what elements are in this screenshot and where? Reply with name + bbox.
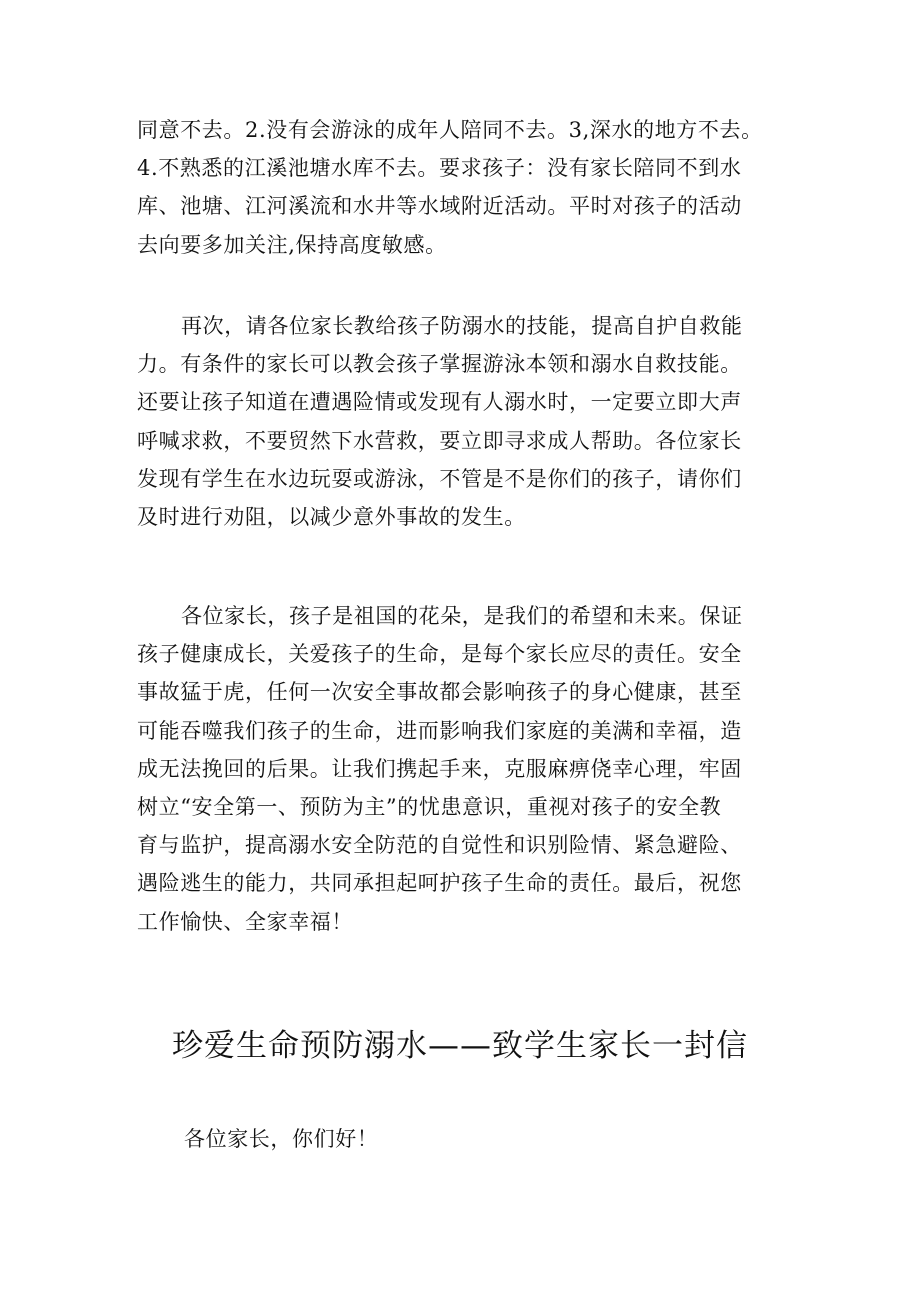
paragraph-line: 事故猛于虎，任何一次安全事故都会影响孩子的身心健康，甚至 bbox=[137, 680, 742, 705]
paragraph-line: 同意不去。2.没有会游泳的成年人陪同不去。3,深水的地方不去。 bbox=[137, 118, 763, 142]
paragraph-line: 力。有条件的家长可以教会孩子掌握游泳本领和溺水自救技能。 bbox=[137, 352, 742, 377]
paragraph-line: 库、池塘、江河溪流和水井等水域附近活动。平时对孩子的活动 bbox=[137, 194, 742, 219]
paragraph-line: 还要让孩子知道在遭遇险情或发现有人溺水时，一定要立即大声 bbox=[137, 390, 742, 415]
paragraph-line: 再次，请各位家长教给孩子防溺水的技能，提高自护自救能 bbox=[181, 314, 743, 338]
paragraph-line: 树立“安全第一、预防为主”的忧患意识，重视对孩子的安全教 bbox=[137, 795, 722, 820]
paragraph-line: 孩子健康成长，关爱孩子的生命，是每个家长应尽的责任。安全 bbox=[137, 642, 742, 667]
paragraph-line: 工作愉快、全家幸福！ bbox=[137, 909, 353, 934]
paragraph-line: 可能吞噬我们孩子的生命，进而影响我们家庭的美满和幸福，造 bbox=[137, 718, 742, 743]
paragraph-line: 遇险逃生的能力，共同承担起呵护孩子生命的责任。最后，祝您 bbox=[137, 871, 742, 896]
paragraph-line: 及时进行劝阻，以减少意外事故的发生。 bbox=[137, 505, 526, 530]
paragraph-line: 各位家长，孩子是祖国的花朵，是我们的希望和未来。保证 bbox=[181, 604, 743, 628]
letter-title: 珍爱生命预防溺水——致学生家长一封信 bbox=[172, 1028, 748, 1064]
paragraph-line: 去向要多加关注,保持高度敏感。 bbox=[137, 232, 447, 257]
paragraph-skills bbox=[137, 307, 797, 536]
paragraph-closing bbox=[137, 597, 797, 941]
paragraph-line: 4.不熟悉的江溪池塘水库不去。要求孩子：没有家长陪同不到水 bbox=[137, 156, 742, 181]
paragraph-line: 成无法挽回的后果。让我们携起手来，克服麻痹侥幸心理，牢固 bbox=[137, 756, 742, 781]
paragraph-line: 呼喊求救，不要贸然下水营救，要立即寻求成人帮助。各位家长 bbox=[137, 428, 742, 453]
paragraph-continuation bbox=[137, 111, 797, 264]
letter-greeting: 各位家长，你们好！ bbox=[184, 1127, 379, 1151]
paragraph-line: 育与监护，提高溺水安全防范的自觉性和识别险情、紧急避险、 bbox=[137, 833, 742, 858]
paragraph-line: 发现有学生在水边玩耍或游泳，不管是不是你们的孩子，请你们 bbox=[137, 466, 742, 491]
